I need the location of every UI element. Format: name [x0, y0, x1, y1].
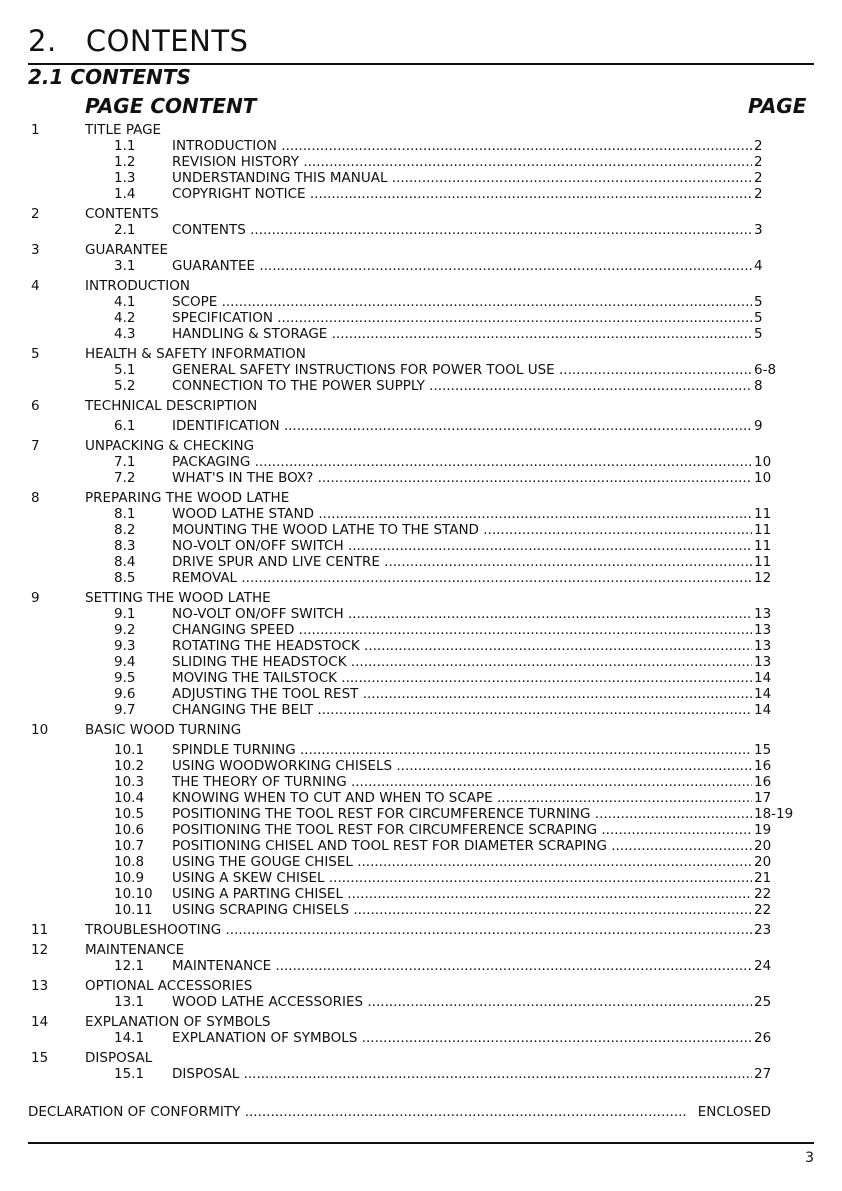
toc-section-row[interactable] [0, 170, 842, 186]
toc-chapter-row[interactable] [0, 1014, 842, 1030]
section-heading: 2.1 CONTENTS [28, 65, 191, 89]
section-page: 2 [754, 154, 763, 170]
chapter-number: 1 [31, 122, 40, 138]
column-header-page: PAGE [748, 94, 807, 118]
declaration-page: ENCLOSED [697, 1104, 771, 1120]
section-page: 11 [754, 522, 772, 538]
section-title: CONTENTS ..... [172, 222, 752, 238]
section-number: 3.1 [114, 258, 136, 274]
section-number: 9.3 [114, 638, 136, 654]
chapter-title: DISPOSAL [85, 1050, 153, 1066]
chapter-number: 7 [31, 438, 40, 454]
section-number: 6.1 [114, 418, 136, 434]
toc-chapter-row[interactable] [0, 398, 842, 414]
section-title: USING WOODWORKING CHISELS ..... [172, 758, 752, 774]
section-title: WOOD LATHE STAND ..... [172, 506, 752, 522]
section-page: 22 [754, 902, 772, 918]
toc-section-row[interactable] [0, 154, 842, 170]
toc-chapter-row[interactable] [0, 122, 842, 138]
section-title: SPECIFICATION ..... [172, 310, 752, 326]
section-number: 1.3 [114, 170, 136, 186]
section-number: 8.1 [114, 506, 136, 522]
section-title: EXPLANATION OF SYMBOLS ..... [172, 1030, 752, 1046]
toc-section-row[interactable] [0, 362, 842, 378]
page-heading: 2. CONTENTS [28, 24, 249, 58]
toc-chapter-row[interactable] [0, 278, 842, 294]
section-page: 11 [754, 506, 772, 522]
section-title: ROTATING THE HEADSTOCK ..... [172, 638, 752, 654]
section-number: 10.9 [114, 870, 145, 886]
section-number: 7.2 [114, 470, 136, 486]
chapter-title: TROUBLESHOOTING ..... [85, 922, 752, 938]
page-number: 3 [805, 1150, 814, 1166]
toc-section-row[interactable] [0, 670, 842, 686]
chapter-title: TITLE PAGE [85, 122, 162, 138]
chapter-number: 3 [31, 242, 40, 258]
footer-divider [28, 1142, 814, 1144]
section-number: 10.2 [114, 758, 145, 774]
chapter-title: UNPACKING & CHECKING [85, 438, 255, 454]
section-page: 5 [754, 294, 763, 310]
section-title: GUARANTEE ..... [172, 258, 752, 274]
section-title: KNOWING WHEN TO CUT AND WHEN TO SCAPE ..... [172, 790, 752, 806]
section-number: 10.5 [114, 806, 145, 822]
section-number: 4.3 [114, 326, 136, 342]
section-number: 10.10 [114, 886, 153, 902]
section-title: MOUNTING THE WOOD LATHE TO THE STAND ..... [172, 522, 752, 538]
section-number: 2.1 [114, 222, 136, 238]
section-title: CHANGING THE BELT ..... [172, 702, 752, 718]
chapter-title: BASIC WOOD TURNING [85, 722, 242, 738]
section-page: 21 [754, 870, 772, 886]
section-title: POSITIONING THE TOOL REST FOR CIRCUMFERENCE TURNING ..... [172, 806, 752, 822]
section-page: 5 [754, 310, 763, 326]
section-number: 10.7 [114, 838, 145, 854]
chapter-title: CONTENTS [85, 206, 159, 222]
section-number: 10.3 [114, 774, 145, 790]
toc-chapter-row[interactable] [0, 722, 842, 738]
section-number: 13.1 [114, 994, 145, 1010]
table-of-contents [0, 122, 842, 1082]
chapter-page: 23 [754, 922, 772, 938]
section-title: USING A SKEW CHISEL ..... [172, 870, 752, 886]
toc-section-row[interactable] [0, 854, 842, 870]
declaration-row[interactable] [28, 1104, 771, 1120]
chapter-number: 11 [31, 922, 49, 938]
section-number: 1.2 [114, 154, 136, 170]
section-title: DISPOSAL ..... [172, 1066, 752, 1082]
column-header-content: PAGE CONTENT [85, 94, 257, 118]
section-page: 16 [754, 774, 772, 790]
section-page: 11 [754, 554, 772, 570]
section-title: ADJUSTING THE TOOL REST ..... [172, 686, 752, 702]
toc-section-row[interactable] [0, 138, 842, 154]
section-number: 9.5 [114, 670, 136, 686]
toc-section-row[interactable] [0, 470, 842, 486]
section-page: 3 [754, 222, 763, 238]
section-number: 10.1 [114, 742, 145, 758]
section-title: PACKAGING ..... [172, 454, 752, 470]
section-page: 8 [754, 378, 763, 394]
section-title: SCOPE ..... [172, 294, 752, 310]
toc-section-row[interactable] [0, 838, 842, 854]
section-page: 16 [754, 758, 772, 774]
toc-section-row[interactable] [0, 994, 842, 1010]
toc-section-row[interactable] [0, 702, 842, 718]
chapter-number: 6 [31, 398, 40, 414]
section-number: 12.1 [114, 958, 145, 974]
section-title: MAINTENANCE ..... [172, 958, 752, 974]
toc-section-row[interactable] [0, 686, 842, 702]
section-title: REVISION HISTORY ..... [172, 154, 752, 170]
toc-section-row[interactable] [0, 622, 842, 638]
chapter-number: 2 [31, 206, 40, 222]
section-number: 9.2 [114, 622, 136, 638]
section-page: 20 [754, 838, 772, 854]
toc-section-row[interactable] [0, 886, 842, 902]
section-title: NO-VOLT ON/OFF SWITCH ..... [172, 538, 752, 554]
toc-section-row[interactable] [0, 606, 842, 622]
section-number: 10.11 [114, 902, 153, 918]
section-page: 18-19 [754, 806, 794, 822]
section-page: 25 [754, 994, 772, 1010]
section-page: 10 [754, 470, 772, 486]
toc-section-row[interactable] [0, 310, 842, 326]
declaration-title: DECLARATION OF CONFORMITY ..... [28, 1104, 688, 1120]
section-title: THE THEORY OF TURNING ..... [172, 774, 752, 790]
section-number: 10.4 [114, 790, 145, 806]
chapter-title: HEALTH & SAFETY INFORMATION [85, 346, 306, 362]
chapter-title: INTRODUCTION [85, 278, 190, 294]
section-title: WHAT'S IN THE BOX? ..... [172, 470, 752, 486]
toc-section-row[interactable] [0, 1030, 842, 1046]
toc-chapter-row[interactable] [0, 1050, 842, 1066]
toc-section-row[interactable] [0, 378, 842, 394]
toc-chapter-row[interactable] [0, 206, 842, 222]
section-page: 13 [754, 654, 772, 670]
section-page: 14 [754, 670, 772, 686]
chapter-number: 8 [31, 490, 40, 506]
section-page: 17 [754, 790, 772, 806]
section-page: 2 [754, 186, 763, 202]
toc-section-row[interactable] [0, 570, 842, 586]
section-page: 19 [754, 822, 772, 838]
section-page: 9 [754, 418, 763, 434]
toc-section-row[interactable] [0, 258, 842, 274]
section-title: USING THE GOUGE CHISEL ..... [172, 854, 752, 870]
toc-chapter-row[interactable] [0, 978, 842, 994]
chapter-number: 14 [31, 1014, 49, 1030]
section-title: DRIVE SPUR AND LIVE CENTRE ..... [172, 554, 752, 570]
section-title: GENERAL SAFETY INSTRUCTIONS FOR POWER TOOL USE ..... [172, 362, 752, 378]
toc-section-row[interactable] [0, 902, 842, 918]
section-title: SLIDING THE HEADSTOCK ..... [172, 654, 752, 670]
section-title: USING A PARTING CHISEL ..... [172, 886, 752, 902]
section-title: SPINDLE TURNING ..... [172, 742, 752, 758]
section-page: 12 [754, 570, 772, 586]
toc-chapter-row[interactable] [0, 490, 842, 506]
section-number: 9.1 [114, 606, 136, 622]
chapter-number: 4 [31, 278, 40, 294]
chapter-number: 12 [31, 942, 49, 958]
section-title: POSITIONING CHISEL AND TOOL REST FOR DIAMETER SCRAPING ..... [172, 838, 752, 854]
section-number: 8.3 [114, 538, 136, 554]
section-page: 2 [754, 170, 763, 186]
toc-chapter-row[interactable] [0, 590, 842, 606]
toc-section-row[interactable] [0, 958, 842, 974]
toc-section-row[interactable] [0, 758, 842, 774]
toc-section-row[interactable] [0, 454, 842, 470]
toc-chapter-row[interactable] [0, 242, 842, 258]
section-number: 15.1 [114, 1066, 145, 1082]
chapter-title: MAINTENANCE [85, 942, 185, 958]
section-number: 9.7 [114, 702, 136, 718]
section-number: 4.2 [114, 310, 136, 326]
toc-chapter-row[interactable] [0, 438, 842, 454]
section-page: 10 [754, 454, 772, 470]
section-number: 5.2 [114, 378, 136, 394]
section-number: 8.5 [114, 570, 136, 586]
toc-section-row[interactable] [0, 186, 842, 202]
section-number: 14.1 [114, 1030, 145, 1046]
section-page: 15 [754, 742, 772, 758]
section-title: REMOVAL ..... [172, 570, 752, 586]
section-title: POSITIONING THE TOOL REST FOR CIRCUMFERENCE SCRAPING ..... [172, 822, 752, 838]
chapter-title: EXPLANATION OF SYMBOLS [85, 1014, 271, 1030]
toc-section-row[interactable] [0, 506, 842, 522]
section-page: 5 [754, 326, 763, 342]
toc-section-row[interactable] [0, 822, 842, 838]
section-number: 9.6 [114, 686, 136, 702]
section-page: 14 [754, 702, 772, 718]
chapter-title: TECHNICAL DESCRIPTION [85, 398, 258, 414]
section-title: COPYRIGHT NOTICE ..... [172, 186, 752, 202]
chapter-title: SETTING THE WOOD LATHE [85, 590, 271, 606]
chapter-number: 10 [31, 722, 49, 738]
section-title: UNDERSTANDING THIS MANUAL ..... [172, 170, 752, 186]
toc-section-row[interactable] [0, 790, 842, 806]
section-title: HANDLING & STORAGE ..... [172, 326, 752, 342]
section-title: WOOD LATHE ACCESSORIES ..... [172, 994, 752, 1010]
toc-section-row[interactable] [0, 806, 842, 822]
section-title: INTRODUCTION ..... [172, 138, 752, 154]
section-number: 9.4 [114, 654, 136, 670]
chapter-title: GUARANTEE [85, 242, 169, 258]
toc-chapter-row[interactable] [0, 942, 842, 958]
section-title: IDENTIFICATION ..... [172, 418, 752, 434]
section-number: 1.1 [114, 138, 136, 154]
section-page: 27 [754, 1066, 772, 1082]
chapter-number: 13 [31, 978, 49, 994]
section-page: 13 [754, 638, 772, 654]
toc-section-row[interactable] [0, 522, 842, 538]
section-page: 13 [754, 622, 772, 638]
toc-section-row[interactable] [0, 554, 842, 570]
toc-section-row[interactable] [0, 870, 842, 886]
section-number: 8.2 [114, 522, 136, 538]
toc-section-row[interactable] [0, 538, 842, 554]
section-number: 7.1 [114, 454, 136, 470]
toc-section-row[interactable] [0, 418, 842, 434]
section-number: 10.8 [114, 854, 145, 870]
toc-section-row[interactable] [0, 774, 842, 790]
toc-chapter-row[interactable] [0, 346, 842, 362]
section-title: NO-VOLT ON/OFF SWITCH ..... [172, 606, 752, 622]
section-page: 6-8 [754, 362, 777, 378]
section-number: 1.4 [114, 186, 136, 202]
toc-section-row[interactable] [0, 654, 842, 670]
chapter-title: PREPARING THE WOOD LATHE [85, 490, 290, 506]
section-page: 20 [754, 854, 772, 870]
toc-section-row[interactable] [0, 1066, 842, 1082]
section-title: USING SCRAPING CHISELS ..... [172, 902, 752, 918]
section-number: 10.6 [114, 822, 145, 838]
section-title: CONNECTION TO THE POWER SUPPLY ..... [172, 378, 752, 394]
toc-section-row[interactable] [0, 742, 842, 758]
section-page: 11 [754, 538, 772, 554]
chapter-number: 5 [31, 346, 40, 362]
section-title: MOVING THE TAILSTOCK ..... [172, 670, 752, 686]
section-page: 22 [754, 886, 772, 902]
section-page: 26 [754, 1030, 772, 1046]
section-number: 8.4 [114, 554, 136, 570]
section-page: 24 [754, 958, 772, 974]
chapter-number: 15 [31, 1050, 49, 1066]
section-page: 14 [754, 686, 772, 702]
chapter-title: OPTIONAL ACCESSORIES [85, 978, 253, 994]
section-page: 13 [754, 606, 772, 622]
section-page: 2 [754, 138, 763, 154]
toc-section-row[interactable] [0, 326, 842, 342]
section-title: CHANGING SPEED ..... [172, 622, 752, 638]
toc-section-row[interactable] [0, 638, 842, 654]
section-number: 4.1 [114, 294, 136, 310]
toc-chapter-row[interactable] [0, 922, 842, 938]
toc-section-row[interactable] [0, 294, 842, 310]
section-page: 4 [754, 258, 763, 274]
section-number: 5.1 [114, 362, 136, 378]
chapter-number: 9 [31, 590, 40, 606]
toc-section-row[interactable] [0, 222, 842, 238]
